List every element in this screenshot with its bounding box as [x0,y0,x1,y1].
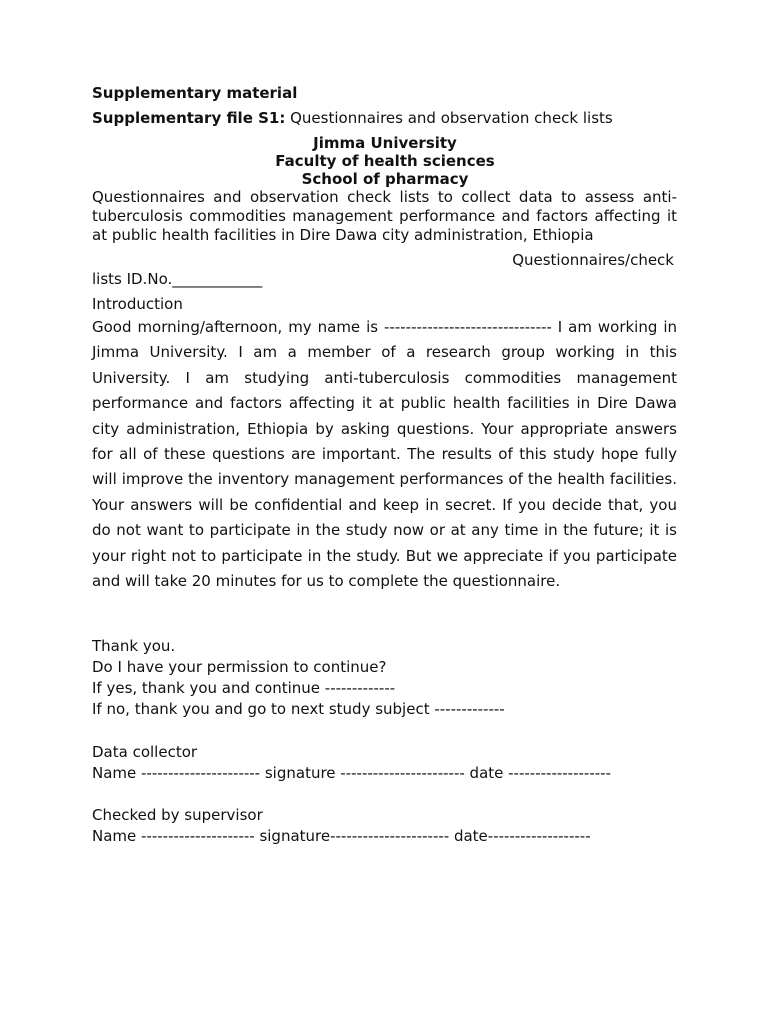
id-line-part1: Questionnaires/check [512,251,674,269]
intro-heading: Introduction [92,295,183,313]
faculty-name: Faculty of health sciences [275,152,495,170]
purpose-paragraph: Questionnaires and observation check lists to collect data to assess anti-tuberculosis commodities management performance and factors affecting it at public health facilities in Dire Dawa city administration, Ethiopia [92,188,677,244]
supervisor-signature-line: Name --------------------- signature---------------------- date------------------- [92,827,591,845]
consent-permission: Do I have your permission to continue? [92,658,387,676]
supervisor-label: Checked by supervisor [92,806,263,824]
intro-paragraph: Good morning/afternoon, my name is ------------------------------- I am working in Jimma University. I am a member of a research group working in this University. I am studying anti-tuberculosis commodities management performance and factors affecting it at public health facilities in Dire Dawa city administration, Ethiopia by asking questions. Your appropriate answers for all of these questions are important. The results of this study hope fully will improve the inventory management performances of the health facilities. Your answers will be confidential and keep in secret. If you decide that, you do not want to participate in the study now or at any time in the future; it is your right not to participate in the study. But we appreciate if you participate and will take 20 minutes for us to complete the questionnaire. [92,318,677,591]
supplementary-file-line [92,108,613,128]
supplementary-material-heading: Supplementary material [92,84,298,102]
university-name: Jimma University [313,134,457,152]
data-collector-label: Data collector [92,743,198,761]
id-line-part2: lists ID.No.____________ [92,270,263,288]
supplementary-file-label: Supplementary file S1: [92,109,286,127]
school-name: School of pharmacy [301,170,469,188]
consent-yes: If yes, thank you and continue ------------- [92,679,396,697]
supplementary-file-title: Questionnaires and observation check lists [285,109,613,127]
consent-thanks: Thank you. [92,637,176,655]
consent-no: If no, thank you and go to next study subject ------------- [92,700,505,718]
data-collector-signature-line: Name ---------------------- signature ----------------------- date ------------------- [92,764,611,782]
